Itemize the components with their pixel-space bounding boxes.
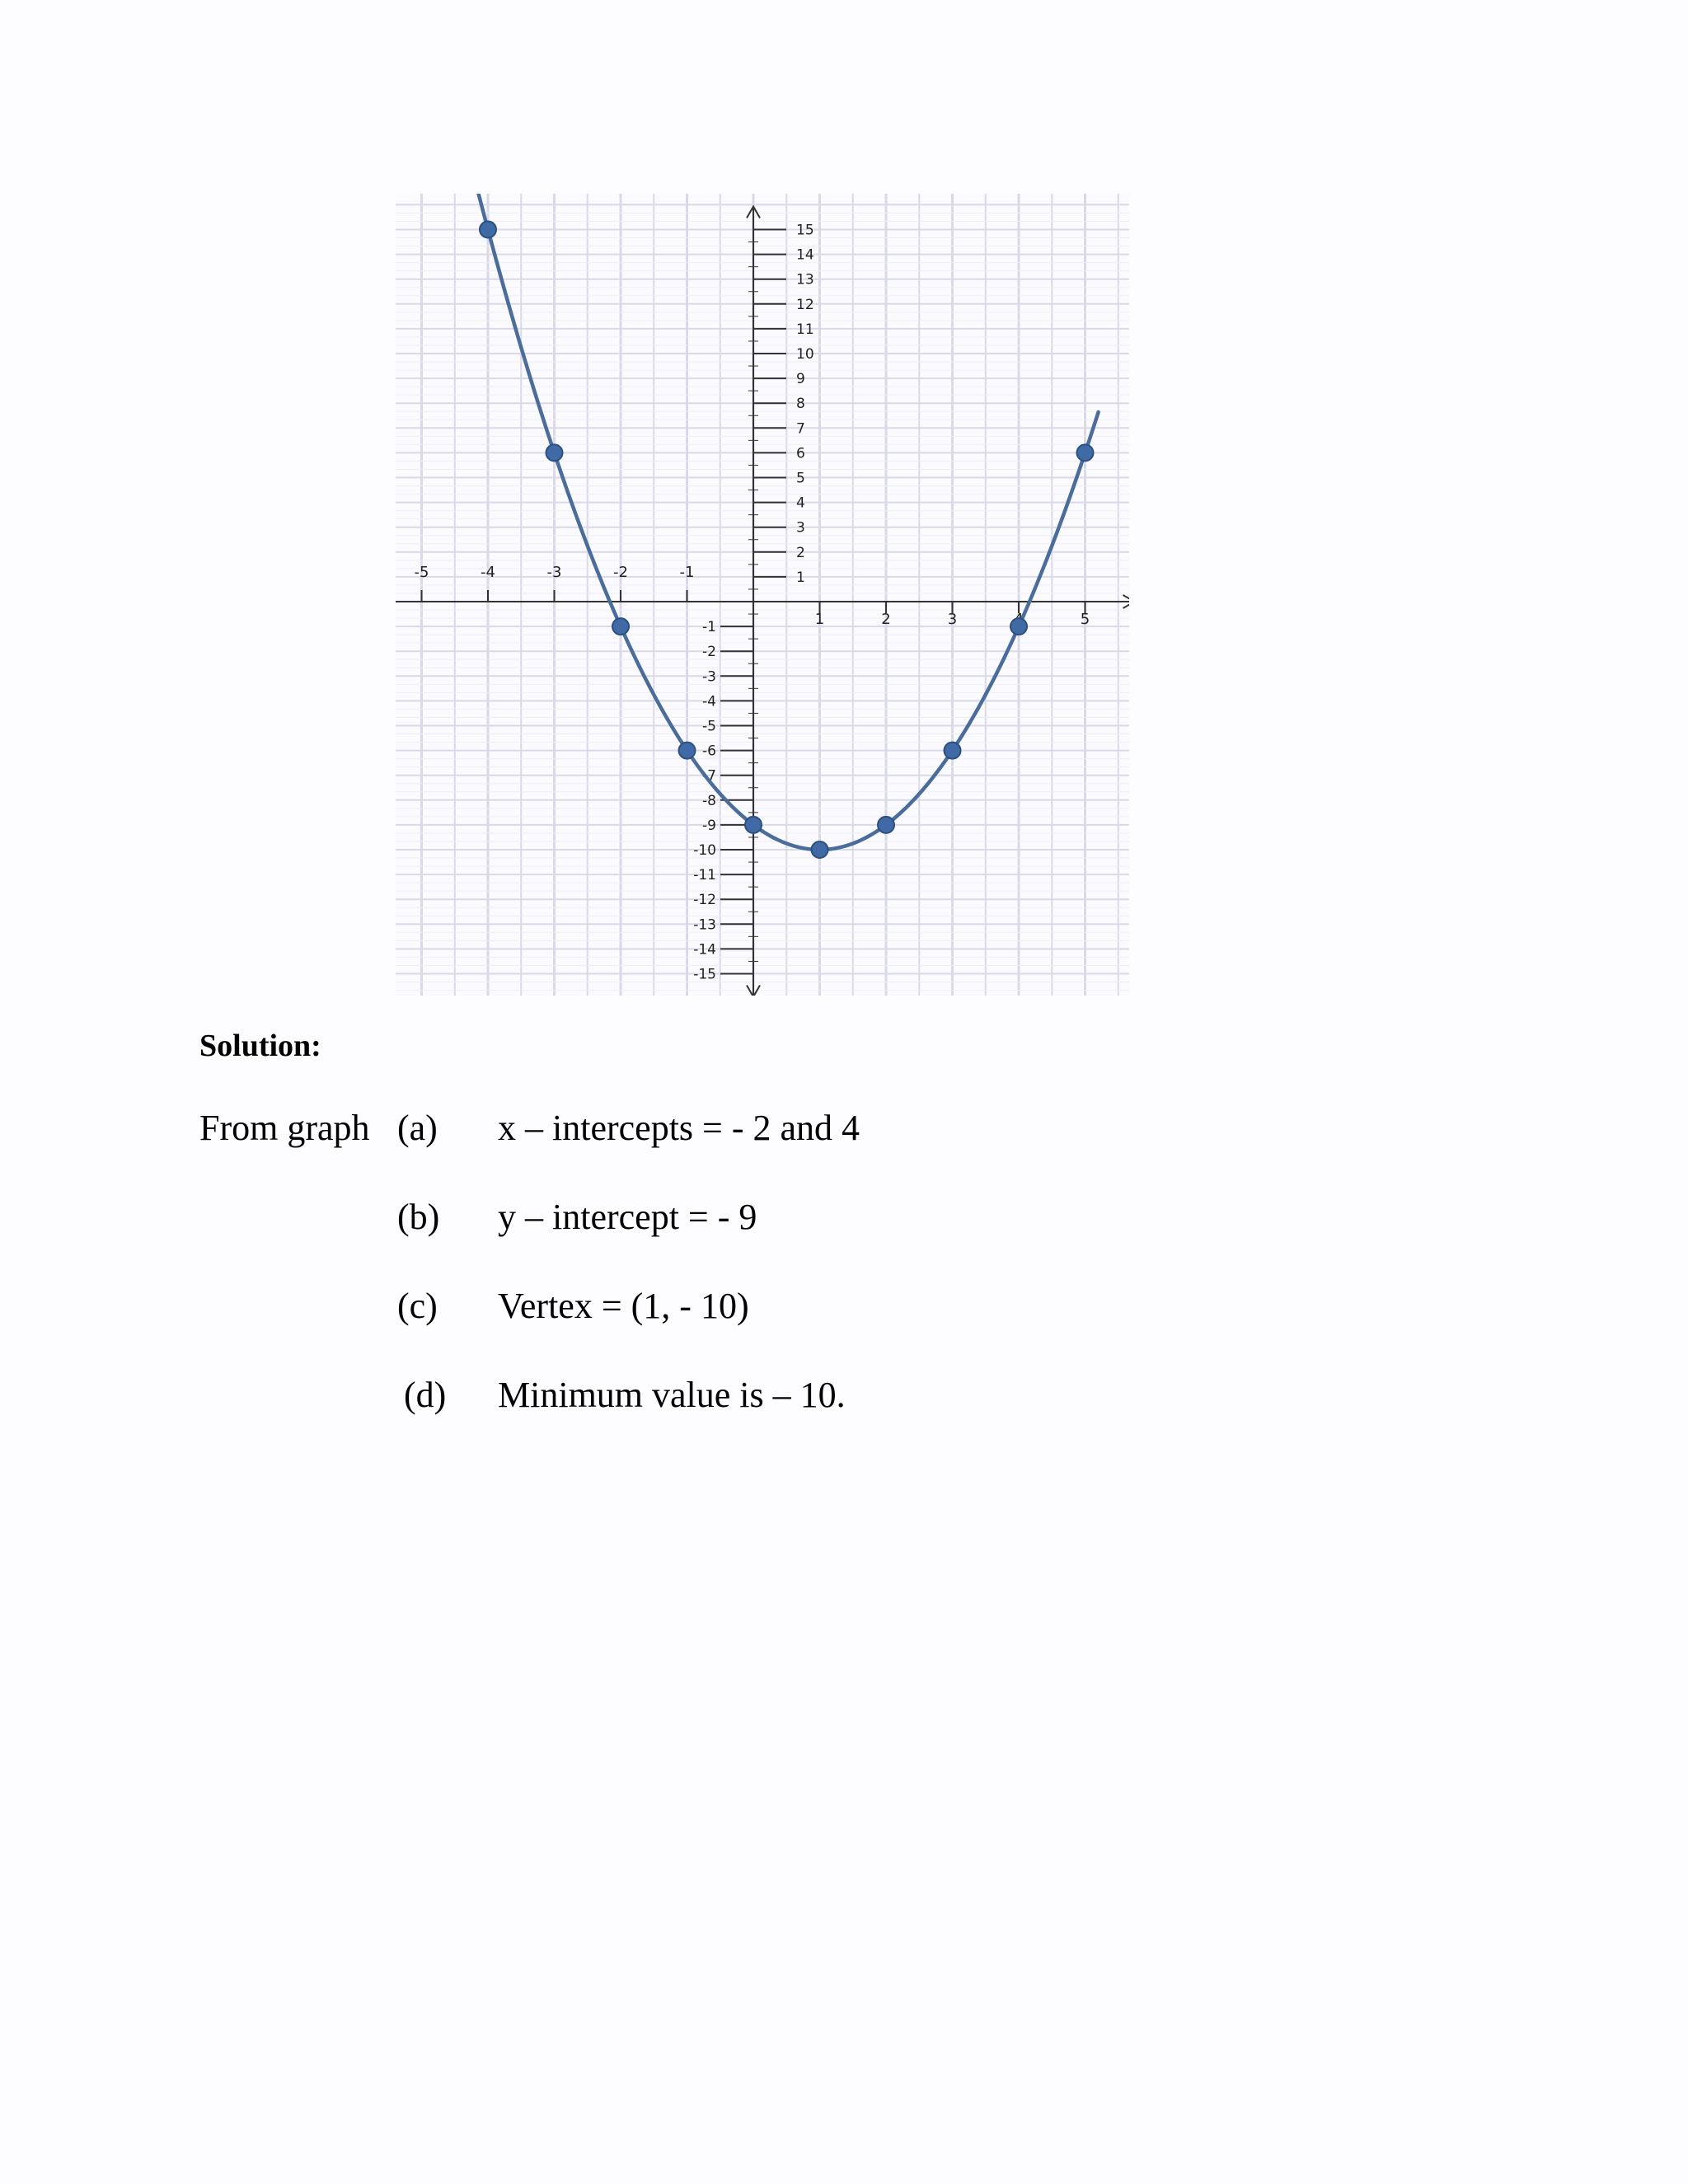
x-tick-label: -4 — [481, 564, 495, 581]
y-tick-label: 7 — [796, 420, 805, 438]
y-tick-label: 15 — [796, 222, 814, 239]
data-point — [745, 817, 762, 833]
data-point — [679, 743, 696, 759]
x-tick-label: 3 — [947, 611, 958, 628]
data-point — [546, 444, 563, 461]
item-d-label: (d) — [404, 1375, 447, 1415]
y-tick-label: 1 — [796, 569, 805, 586]
x-tick-label: -3 — [546, 564, 562, 581]
x-tick-label: 2 — [881, 611, 891, 628]
x-tick-label: -2 — [613, 564, 628, 581]
y-tick-label: -9 — [702, 817, 716, 834]
y-tick-label: 4 — [796, 494, 805, 512]
data-point — [878, 817, 894, 833]
data-point — [480, 222, 496, 238]
y-tick-label: 13 — [796, 271, 814, 288]
y-tick-label: -12 — [693, 892, 716, 909]
x-tick-label: 1 — [814, 611, 825, 628]
y-tick-label: -1 — [702, 619, 716, 636]
y-tick-label: 3 — [796, 519, 805, 537]
y-tick-label: -3 — [702, 668, 716, 686]
y-tick-label: 14 — [796, 246, 814, 264]
item-b-label: (b) — [397, 1197, 440, 1237]
y-tick-label: -4 — [702, 693, 716, 710]
y-tick-label: -15 — [693, 966, 716, 983]
y-tick-label: -13 — [693, 916, 716, 934]
from-graph-label: From graph — [199, 1108, 370, 1148]
data-point — [1010, 618, 1027, 635]
grid — [396, 194, 1129, 996]
y-tick-label: -10 — [693, 842, 716, 859]
y-tick-label: 11 — [796, 321, 814, 338]
data-point — [945, 743, 961, 759]
item-b-text: y – intercept = - 9 — [498, 1197, 757, 1237]
item-c-text: Vertex = (1, - 10) — [498, 1286, 749, 1326]
y-tick-label: 10 — [796, 346, 814, 363]
y-tick-label: -7 — [702, 767, 716, 785]
y-tick-label: 8 — [796, 396, 805, 413]
data-point — [812, 841, 828, 858]
x-tick-label: -5 — [414, 564, 429, 581]
item-a-label: (a) — [397, 1108, 438, 1148]
data-point — [612, 618, 629, 635]
x-tick-label: -1 — [679, 564, 695, 581]
y-tick-label: -14 — [693, 941, 716, 958]
y-tick-label: -5 — [702, 718, 716, 735]
solution-heading: Solution: — [199, 1029, 321, 1063]
item-c-label: (c) — [397, 1286, 438, 1326]
y-tick-label: -8 — [702, 792, 716, 809]
y-tick-label: -11 — [693, 867, 716, 884]
y-tick-label: 2 — [796, 544, 805, 561]
y-tick-label: 5 — [796, 470, 805, 487]
x-tick-label: 5 — [1080, 611, 1090, 628]
item-a-text: x – intercepts = - 2 and 4 — [498, 1108, 860, 1148]
parabola-graph — [396, 194, 1129, 996]
data-point — [1077, 444, 1094, 461]
y-tick-label: -2 — [702, 644, 716, 661]
y-tick-label: 12 — [796, 296, 814, 313]
y-tick-label: 6 — [796, 445, 805, 462]
item-d-text: Minimum value is – 10. — [498, 1375, 846, 1415]
y-tick-label: -6 — [702, 743, 716, 760]
y-tick-label: 9 — [796, 371, 805, 388]
